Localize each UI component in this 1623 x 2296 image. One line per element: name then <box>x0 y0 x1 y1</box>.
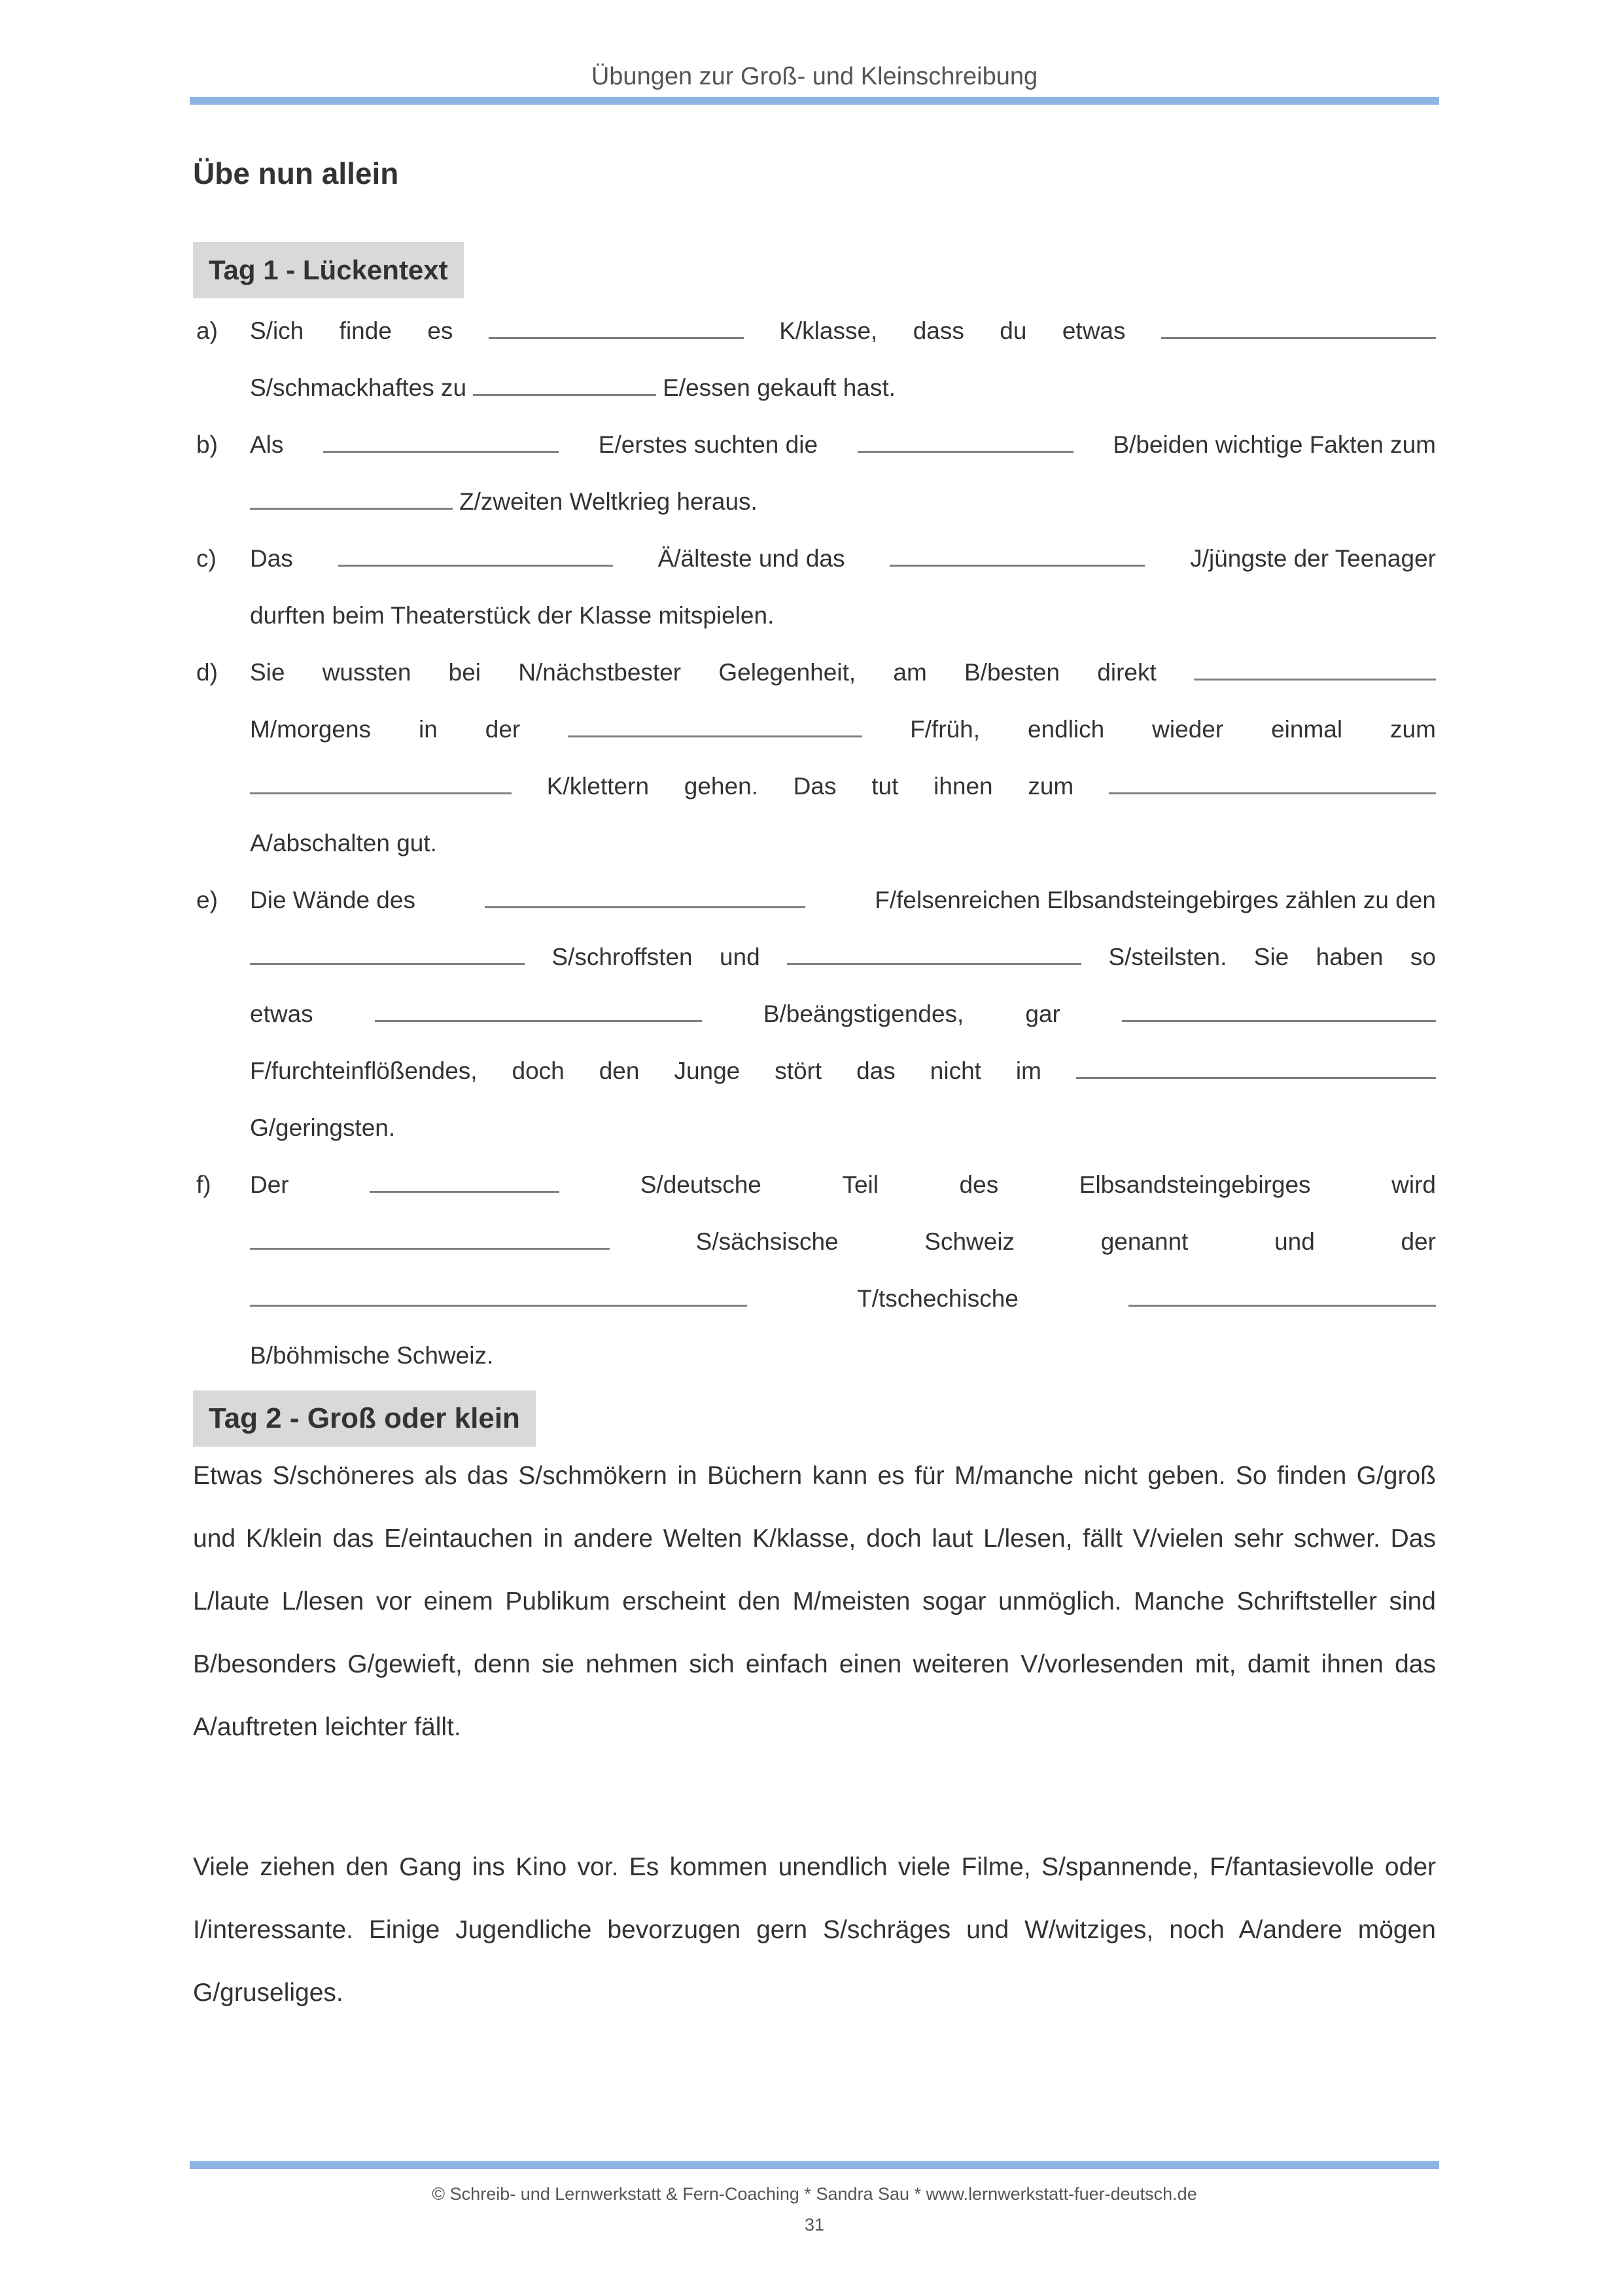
exercise-line <box>250 416 1436 473</box>
text: nicht <box>930 1057 981 1084</box>
blank-field[interactable] <box>485 880 805 908</box>
text: und <box>1274 1228 1315 1255</box>
text: doch <box>512 1057 565 1084</box>
text: zum <box>1028 773 1074 800</box>
text: Das <box>250 545 293 572</box>
exercise-line <box>250 1213 1436 1270</box>
text: ihnen <box>934 773 993 800</box>
text: einmal <box>1271 716 1343 743</box>
text: Sie <box>1253 944 1289 970</box>
blank-field[interactable] <box>250 1222 610 1250</box>
blank-field[interactable] <box>250 1279 747 1307</box>
text: J/jüngste der Teenager <box>1190 545 1436 572</box>
text: zum <box>1390 716 1436 743</box>
blank-field[interactable] <box>489 311 744 339</box>
exercise-line <box>250 302 1436 359</box>
text: Teil <box>842 1171 879 1198</box>
exercise-line <box>250 587 1436 644</box>
text: der <box>485 716 521 743</box>
text: gehen. <box>684 773 758 800</box>
text: F/furchteinflößendes, <box>250 1057 478 1084</box>
text: N/nächstbester <box>518 659 682 686</box>
footer-rule <box>190 2161 1439 2169</box>
text: B/beängstigendes, <box>763 1000 964 1027</box>
exercise-label: d) <box>196 659 218 686</box>
section-title: Übe nun allein <box>193 156 399 190</box>
exercise-line <box>250 872 1436 928</box>
text: Schweiz <box>924 1228 1015 1255</box>
text: A/abschalten gut. <box>250 830 437 857</box>
blank-field[interactable] <box>787 937 1081 965</box>
text: stört <box>775 1057 822 1084</box>
text: Die Wände des <box>250 887 415 913</box>
text: wussten <box>322 659 411 686</box>
exercise-label: c) <box>196 545 217 572</box>
text: gar <box>1025 1000 1060 1027</box>
exercise-line <box>250 985 1436 1042</box>
text: S/schroffsten <box>551 944 693 970</box>
text: T/tschechische <box>857 1285 1019 1312</box>
cloze-exercises <box>196 302 1436 1384</box>
blank-field[interactable] <box>568 709 862 737</box>
exercise-line <box>250 473 1436 530</box>
text: wieder <box>1152 716 1224 743</box>
text: S/steilsten. <box>1108 944 1227 970</box>
text: endlich <box>1027 716 1105 743</box>
text: E/erstes suchten die <box>598 431 818 458</box>
exercise-line <box>250 1099 1436 1156</box>
tag2-title: Tag 2 - Groß oder klein <box>193 1390 536 1447</box>
blank-field[interactable] <box>370 1165 559 1193</box>
blank-field[interactable] <box>250 937 525 965</box>
exercise-label: a) <box>196 317 218 344</box>
blank-field[interactable] <box>473 368 656 396</box>
text: direkt <box>1097 659 1157 686</box>
exercise-line <box>250 1042 1436 1099</box>
text: dass <box>913 317 964 344</box>
text: am <box>893 659 927 686</box>
text: S/ich <box>250 317 304 344</box>
exercise-line <box>250 1270 1436 1327</box>
exercise-a <box>196 302 1436 416</box>
text: Ä/älteste und das <box>657 545 845 572</box>
text: S/schmackhaftes zu <box>250 374 467 401</box>
text: den <box>599 1057 640 1084</box>
text: Z/zweiten Weltkrieg heraus. <box>459 488 758 515</box>
exercise-line <box>250 758 1436 815</box>
text: E/essen gekauft hast. <box>663 374 896 401</box>
exercise-b <box>196 416 1436 530</box>
text: F/felsenreichen Elbsandsteingebirges zählen zu den <box>875 887 1436 913</box>
text: tut <box>871 773 899 800</box>
text: genannt <box>1100 1228 1189 1255</box>
text: B/böhmische Schweiz. <box>250 1342 494 1369</box>
blank-field[interactable] <box>1109 766 1436 794</box>
exercise-label: b) <box>196 431 218 458</box>
text: finde <box>339 317 392 344</box>
text: F/früh, <box>910 716 981 743</box>
footer-copyright: © Schreib- und Lernwerkstatt & Fern-Coaching * Sandra Sau * www.lernwerkstatt-fuer-deutsch.de <box>432 2184 1197 2204</box>
text: K/klasse, <box>779 317 878 344</box>
exercise-d <box>196 644 1436 872</box>
text: wird <box>1391 1171 1436 1198</box>
blank-field[interactable] <box>1161 311 1436 339</box>
text: Sie <box>250 659 285 686</box>
text: Elbsandsteingebirges <box>1079 1171 1311 1198</box>
tag2-paragraph: Viele ziehen den Gang ins Kino vor. Es kommen unendlich viele Filme, S/spannende, F/fantasievolle oder I/interessante. Einige Jugendliche bevorzugen gern S/schräges und W/witziges, noch A/andere mögen G/gruseliges. <box>193 1853 1436 2007</box>
text: durften beim Theaterstück der Klasse mitspielen. <box>250 602 775 629</box>
text: das <box>856 1057 896 1084</box>
exercise-e <box>196 872 1436 1156</box>
exercise-line <box>250 928 1436 985</box>
exercise-c <box>196 530 1436 644</box>
text: etwas <box>250 1000 313 1027</box>
text: in <box>419 716 438 743</box>
exercise-line <box>250 1156 1436 1213</box>
blank-field[interactable] <box>1194 652 1436 680</box>
text: Als <box>250 431 284 458</box>
blank-field[interactable] <box>1128 1279 1436 1307</box>
exercise-line <box>250 359 1436 416</box>
text: etwas <box>1062 317 1126 344</box>
text: im <box>1015 1057 1041 1084</box>
blank-field[interactable] <box>1076 1051 1436 1079</box>
text: des <box>959 1171 999 1198</box>
text: du <box>1000 317 1027 344</box>
text: so <box>1410 944 1436 970</box>
text: es <box>427 317 453 344</box>
exercise-label: e) <box>196 887 218 913</box>
blank-field[interactable] <box>250 766 512 794</box>
blank-field[interactable] <box>858 425 1073 453</box>
text: Junge <box>674 1057 741 1084</box>
text: Der <box>250 1171 289 1198</box>
text: und <box>719 944 760 970</box>
blank-field[interactable] <box>890 539 1145 567</box>
header-rule <box>190 97 1439 105</box>
exercise-line <box>250 815 1436 872</box>
text: S/sächsische <box>695 1228 839 1255</box>
blank-field[interactable] <box>1122 994 1436 1022</box>
exercise-line <box>250 530 1436 587</box>
tag1-title: Tag 1 - Lückentext <box>193 242 464 298</box>
header-title: Übungen zur Groß- und Kleinschreibung <box>591 63 1038 90</box>
text: haben <box>1316 944 1384 970</box>
exercise-label: f) <box>196 1171 211 1198</box>
blank-field[interactable] <box>250 482 453 510</box>
exercise-f <box>196 1156 1436 1384</box>
text: Das <box>793 773 837 800</box>
text: Gelegenheit, <box>718 659 856 686</box>
page-number: 31 <box>804 2215 825 2234</box>
text: K/klettern <box>546 773 650 800</box>
blank-field[interactable] <box>323 425 559 453</box>
text: S/deutsche <box>640 1171 761 1198</box>
text: M/morgens <box>250 716 372 743</box>
text: B/besten <box>964 659 1060 686</box>
text: B/beiden wichtige Fakten zum <box>1113 431 1436 458</box>
exercise-line <box>250 701 1436 758</box>
text: G/geringsten. <box>250 1114 396 1141</box>
exercise-line <box>250 644 1436 701</box>
text: bei <box>448 659 481 686</box>
exercise-line <box>250 1327 1436 1384</box>
text: der <box>1401 1228 1436 1255</box>
blank-field[interactable] <box>338 539 613 567</box>
blank-field[interactable] <box>375 994 702 1022</box>
tag2-paragraph: Etwas S/schöneres als das S/schmökern in Büchern kann es für M/manche nicht geben. So finden G/groß und K/klein das E/eintauchen in andere Welten K/klasse, doch laut L/lesen, fällt V/vielen sehr schwer. Das L/laute L/lesen vor einem Publikum erscheint den M/meisten sogar unmöglich. Manche Schriftsteller sind B/besonders G/gewieft, denn sie nehmen sich einfach einen weiteren V/vorlesenden mit, damit ihnen das A/auftreten leichter fällt. <box>193 1462 1436 1741</box>
